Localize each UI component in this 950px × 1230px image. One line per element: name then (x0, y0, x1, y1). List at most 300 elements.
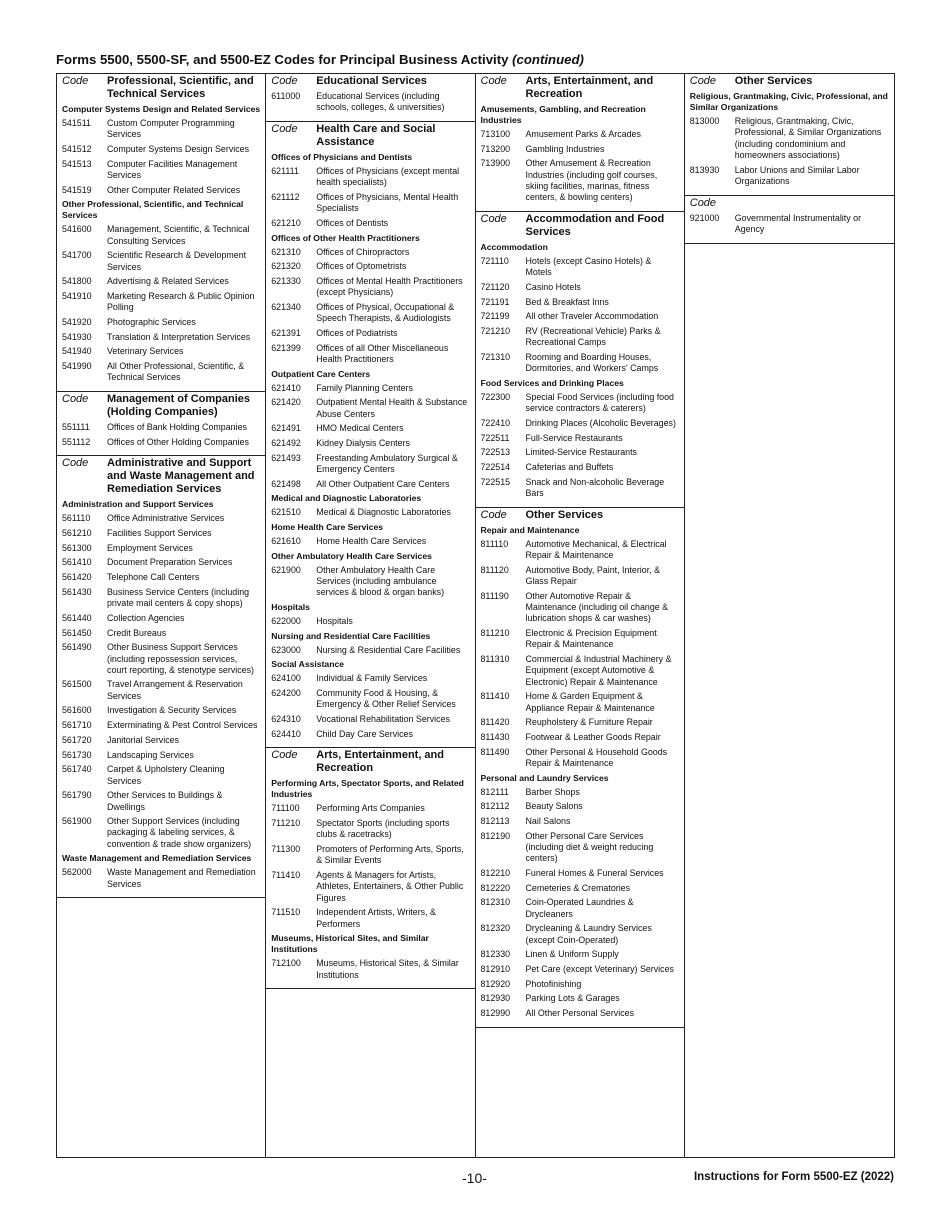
activity-code: 621900 (271, 564, 301, 575)
section-header (481, 75, 680, 101)
code-row (271, 958, 470, 981)
code-row (271, 870, 470, 904)
section-title: Arts, Entertainment, and Recreation (316, 749, 444, 775)
activity-code: 621111 (271, 165, 299, 176)
code-row (271, 507, 470, 518)
activity-description: Full-Service Restaurants (525, 432, 623, 443)
activity-code: 811490 (480, 746, 510, 757)
codes-table (56, 73, 895, 1158)
code-row (271, 192, 470, 215)
activity-description: All Other Outpatient Care Centers (316, 478, 450, 489)
code-row (62, 118, 261, 141)
group-heading: Other Ambulatory Health Care Services (271, 550, 432, 561)
group-heading: Computer Systems Design and Related Services (62, 104, 261, 114)
activity-description: Custom Computer Programming Services (107, 118, 235, 140)
activity-description: Nursing & Residential Care Facilities (316, 644, 461, 655)
table-column (57, 74, 266, 1157)
activity-code: 721210 (480, 326, 511, 336)
code-row (481, 433, 680, 444)
activity-description: Limited-Service Restaurants (525, 447, 637, 458)
code-row (481, 883, 680, 894)
code-row (271, 276, 470, 299)
code-row (271, 688, 470, 711)
code-row (481, 993, 680, 1004)
activity-code: 621492 (271, 438, 301, 449)
activity-code: 541800 (62, 276, 92, 287)
activity-code: 813000 (689, 116, 720, 126)
activity-code: 623000 (271, 644, 301, 655)
code-row (62, 790, 261, 813)
activity-description: Veterinary Services (107, 346, 184, 357)
activity-description: Child Day Care Services (316, 728, 413, 739)
code-row (481, 392, 680, 415)
activity-code: 621310 (271, 246, 301, 257)
code-column-label: Code (62, 457, 89, 470)
activity-code: 621391 (271, 327, 301, 338)
group-heading: Waste Management and Remediation Services (62, 853, 252, 864)
activity-description: Offices of Mental Health Practitioners (except Physicians) (316, 276, 463, 298)
group-heading: Administration and Support Services (62, 499, 214, 510)
code-column-label: Code (689, 196, 717, 209)
code-row (690, 116, 890, 161)
code-row (62, 867, 261, 890)
title-suffix: (continued) (512, 52, 584, 67)
industry-section (266, 74, 474, 122)
code-row (481, 591, 680, 625)
code-row (62, 291, 261, 314)
activity-code: 812920 (480, 978, 511, 989)
activity-code: 562000 (62, 867, 92, 878)
code-row (62, 159, 261, 182)
table-column (266, 74, 475, 1157)
code-row (481, 732, 680, 743)
activity-code: 921000 (689, 212, 720, 223)
activity-code: 722515 (480, 476, 511, 487)
code-row (481, 158, 680, 203)
activity-description: All Other Personal Services (525, 1007, 635, 1018)
activity-code: 541512 (62, 143, 92, 154)
title-main: Forms 5500, 5500-SF, and 5500-EZ Codes for Principal Business Activity (56, 52, 509, 67)
activity-description: Funeral Homes & Funeral Services (525, 867, 664, 878)
code-column-label: Code (62, 393, 89, 406)
section-header (271, 123, 470, 149)
code-row (481, 311, 680, 322)
activity-code: 811120 (480, 564, 509, 575)
activity-code: 621491 (271, 423, 301, 434)
activity-description: Gambling Industries (525, 143, 605, 154)
activity-description: Outpatient Mental Health & Substance Abuse Centers (316, 397, 468, 419)
activity-description: Photofinishing (525, 978, 582, 989)
activity-description: Carpet & Upholstery Cleaning Services (107, 764, 225, 786)
activity-code: 713900 (480, 158, 511, 169)
activity-description: Barber Shops (525, 786, 580, 797)
code-row (481, 477, 680, 500)
section-header (271, 75, 470, 88)
code-row (271, 397, 470, 420)
activity-code: 812320 (480, 923, 511, 934)
activity-code: 712100 (271, 958, 301, 969)
code-row (271, 423, 470, 434)
activity-code: 812220 (480, 882, 511, 893)
activity-description: Offices of Chiropractors (316, 246, 410, 257)
code-row (271, 91, 470, 114)
code-row (481, 1008, 680, 1019)
activity-code: 561450 (62, 627, 92, 638)
code-row (62, 250, 261, 273)
activity-code: 621112 (271, 191, 300, 202)
activity-description: Drinking Places (Alcoholic Beverages) (525, 417, 676, 428)
section-header (690, 197, 890, 210)
code-row (271, 453, 470, 476)
activity-description: Marketing Research & Public Opinion Polling (107, 291, 255, 313)
activity-description: Business Service Centers (including private mail centers & copy shops) (107, 586, 250, 609)
activity-code: 812910 (480, 963, 511, 974)
activity-code: 721199 (480, 311, 510, 322)
code-row (481, 282, 680, 293)
activity-code: 721120 (480, 281, 510, 292)
code-row (62, 572, 261, 583)
activity-description: Automotive Mechanical, & Electrical Repair & Maintenance (525, 538, 667, 560)
activity-description: Religious, Grantmaking, Civic, Professional, & Similar Organizations (including condominium and homeowners associations) (734, 116, 882, 160)
activity-description: Amusement Parks & Arcades (525, 129, 641, 139)
group-heading: Religious, Grantmaking, Civic, Professional, and Similar Organizations (689, 91, 888, 112)
activity-description: Family Planning Centers (316, 382, 413, 393)
section-title: Other Services (734, 75, 813, 87)
activity-description: Independent Artists, Writers, & Performers (316, 907, 436, 929)
code-row (271, 803, 470, 814)
activity-description: Credit Bureaus (107, 627, 167, 638)
section-header (62, 457, 261, 496)
code-row (62, 764, 261, 787)
section-header (62, 393, 261, 419)
group-heading: Offices of Physicians and Dentists (271, 151, 413, 162)
code-row (481, 297, 680, 308)
industry-section (476, 508, 684, 1028)
code-row (690, 165, 890, 188)
group-heading: Home Health Care Services (271, 522, 384, 533)
activity-description: Telephone Call Centers (107, 572, 200, 583)
code-column-label: Code (480, 212, 507, 225)
section-title: Professional, Scientific, and Technical Services (107, 75, 254, 100)
activity-description: Parking Lots & Garages (525, 993, 620, 1004)
code-row (271, 302, 470, 325)
activity-code: 711510 (271, 907, 301, 918)
activity-description: Other Personal Care Services (including diet & weight reducing centers) (525, 830, 654, 864)
code-row (481, 326, 680, 349)
activity-code: 561790 (62, 790, 92, 801)
group-heading: Repair and Maintenance (480, 524, 580, 535)
activity-description: Electronic & Precision Equipment Repair & Maintenance (525, 627, 657, 650)
activity-code: 541519 (62, 184, 92, 195)
activity-description: Individual & Family Services (316, 673, 428, 684)
activity-code: 811110 (480, 538, 509, 549)
code-column-label: Code (271, 75, 298, 87)
activity-code: 811410 (480, 691, 510, 702)
group-heading: Museums, Historical Sites, and Similar Institutions (271, 933, 429, 955)
activity-description: Footwear & Leather Goods Repair (525, 731, 661, 742)
activity-description: Cemeteries & Crematories (525, 882, 631, 893)
activity-description: Offices of all Other Miscellaneous Health Practitioners (316, 342, 449, 364)
activity-description: Hospitals (316, 616, 353, 627)
activity-description: Offices of Podiatrists (316, 327, 398, 338)
activity-code: 812210 (480, 867, 511, 878)
group-heading: Amusements, Gambling, and Recreation Industries (480, 104, 646, 125)
code-row (62, 224, 261, 247)
page-number: -10- (462, 1170, 487, 1186)
activity-description: Vocational Rehabilitation Services (316, 714, 450, 725)
code-row (62, 361, 261, 384)
industry-section (57, 74, 265, 392)
code-row (271, 565, 470, 599)
code-row (62, 185, 261, 196)
code-row (62, 557, 261, 568)
activity-code: 713100 (480, 129, 511, 139)
code-row (62, 422, 261, 433)
activity-code: 713200 (480, 143, 511, 154)
activity-description: Translation & Interpretation Services (107, 331, 251, 342)
activity-description: Travel Arrangement & Reservation Services (107, 679, 243, 701)
code-row (481, 129, 680, 140)
code-row (62, 642, 261, 676)
activity-code: 621320 (271, 261, 301, 272)
code-row (271, 907, 470, 930)
activity-description: RV (Recreational Vehicle) Parks & Recreational Camps (525, 326, 661, 348)
code-row (481, 462, 680, 473)
code-row (62, 276, 261, 287)
activity-description: Advertising & Related Services (107, 276, 229, 287)
activity-code: 561430 (62, 586, 92, 597)
activity-description: All other Traveler Accommodation (525, 311, 659, 322)
code-row (271, 261, 470, 272)
code-row (481, 418, 680, 429)
code-row (62, 346, 261, 357)
activity-code: 621399 (271, 342, 301, 353)
activity-code: 551112 (62, 436, 91, 447)
table-column (476, 74, 685, 1157)
activity-code: 721110 (480, 255, 509, 266)
activity-code: 812111 (480, 786, 509, 797)
group-heading: Accommodation (480, 241, 548, 252)
activity-code: 541700 (62, 250, 92, 261)
activity-description: Offices of Other Holding Companies (107, 436, 249, 447)
table-column (685, 74, 894, 1157)
activity-description: Other Automotive Repair & Maintenance (including oil change & lubrication shops & car washes) (525, 590, 669, 624)
activity-code: 541511 (62, 118, 91, 128)
group-heading: Medical and Diagnostic Laboratories (271, 493, 422, 504)
code-row (62, 679, 261, 702)
code-row (481, 447, 680, 458)
activity-code: 621410 (271, 382, 301, 393)
code-row (481, 717, 680, 728)
industry-section (57, 456, 265, 898)
activity-code: 561600 (62, 705, 92, 716)
code-row (62, 587, 261, 610)
code-column-label: Code (480, 75, 507, 87)
section-header (481, 509, 680, 522)
activity-code: 561740 (62, 764, 92, 775)
activity-code: 711300 (271, 844, 301, 855)
activity-description: Offices of Dentists (316, 217, 389, 228)
activity-code: 812113 (480, 815, 510, 826)
section-title: Management of Companies (Holding Companies) (107, 393, 251, 419)
code-row (271, 844, 470, 867)
activity-description: Computer Systems Design Services (107, 143, 250, 154)
code-row (271, 536, 470, 547)
code-row (62, 628, 261, 639)
activity-description: Scientific Research & Development Services (107, 250, 247, 272)
activity-code: 561500 (62, 679, 92, 690)
section-title: Health Care and Social Assistance (316, 122, 436, 148)
activity-code: 812330 (480, 949, 511, 960)
code-row (481, 816, 680, 827)
code-row (271, 328, 470, 339)
code-row (62, 513, 261, 524)
activity-code: 812190 (480, 830, 511, 841)
activity-description: Computer Facilities Management Services (107, 158, 238, 180)
code-row (481, 831, 680, 865)
code-row (481, 747, 680, 770)
code-row (271, 247, 470, 258)
code-column-label: Code (62, 75, 89, 87)
activity-code: 621610 (271, 536, 301, 547)
activity-description: Drycleaning & Laundry Services (except Coin-Operated) (525, 923, 652, 945)
activity-code: 813930 (689, 164, 720, 175)
code-row (271, 645, 470, 656)
activity-description: Home Health Care Services (316, 536, 427, 547)
activity-code: 621498 (271, 478, 301, 489)
activity-description: Other Personal & Household Goods Repair & Maintenance (525, 746, 668, 768)
footer-doc-title: Instructions for Form 5500-EZ (2022) (693, 1171, 894, 1183)
code-row (62, 144, 261, 155)
activity-description: Community Food & Housing, & Emergency & Other Relief Services (316, 688, 456, 710)
page-title (56, 52, 584, 67)
code-row (271, 714, 470, 725)
activity-code: 561300 (62, 542, 92, 553)
activity-description: Other Business Support Services (including repossession services, court reporting, & stenotype services) (107, 642, 254, 675)
activity-description: Management, Scientific, & Technical Consulting Services (107, 224, 250, 246)
activity-code: 551111 (62, 422, 90, 433)
activity-description: Exterminating & Pest Control Services (107, 720, 258, 731)
activity-code: 561710 (62, 720, 92, 731)
activity-description: Kidney Dialysis Centers (316, 438, 410, 449)
activity-description: Coin-Operated Laundries & Drycleaners (525, 897, 634, 919)
group-heading: Other Professional, Scientific, and Technical Services (62, 199, 244, 221)
activity-description: Beauty Salons (525, 801, 583, 812)
activity-description: Freestanding Ambulatory Surgical & Emergency Centers (316, 452, 458, 474)
activity-code: 811310 (480, 653, 510, 664)
code-row (62, 437, 261, 448)
activity-description: Investigation & Security Services (107, 705, 237, 716)
code-row (271, 438, 470, 449)
activity-description: Agents & Managers for Artists, Athletes, Entertainers, & Other Public Figures (316, 870, 464, 903)
activity-code: 561440 (62, 612, 92, 623)
activity-code: 622000 (271, 616, 301, 627)
section-header (690, 75, 890, 88)
section-header (271, 749, 470, 775)
activity-code: 811430 (480, 731, 510, 742)
section-header (481, 213, 680, 239)
activity-code: 721310 (480, 351, 511, 362)
activity-code: 722410 (480, 417, 511, 428)
activity-description: Other Support Services (including packaging & labeling services, & convention & trade show organizers) (107, 816, 252, 849)
code-row (62, 317, 261, 328)
code-column-label: Code (271, 122, 298, 135)
activity-code: 624100 (271, 673, 301, 684)
code-row (62, 816, 261, 850)
group-heading: Performing Arts, Spectator Sports, and Related Industries (271, 778, 464, 800)
code-row (62, 720, 261, 731)
code-column-label: Code (689, 75, 717, 87)
code-row (481, 144, 680, 155)
code-row (62, 528, 261, 539)
code-row (481, 964, 680, 975)
activity-code: 811190 (480, 590, 509, 601)
industry-section (685, 74, 894, 196)
activity-description: Commercial & Industrial Machinery & Equipment (except Automotive & Electronic) Repair & Maintenance (525, 653, 672, 687)
activity-code: 721191 (480, 296, 510, 307)
activity-code: 621510 (271, 507, 301, 518)
activity-code: 621420 (271, 397, 301, 408)
code-row (481, 801, 680, 812)
activity-description: Offices of Physicians (except mental health specialists) (316, 165, 460, 188)
activity-code: 812310 (480, 897, 511, 908)
code-row (271, 818, 470, 841)
activity-code: 541930 (62, 331, 92, 342)
industry-section (476, 212, 684, 508)
code-row (481, 565, 680, 588)
activity-code: 541940 (62, 346, 92, 357)
code-row (271, 729, 470, 740)
code-row (62, 735, 261, 746)
activity-description: Performing Arts Companies (316, 803, 425, 814)
activity-code: 711100 (271, 803, 300, 814)
code-row (271, 166, 470, 189)
section-title: Accommodation and Food Services (525, 212, 665, 238)
code-row (271, 383, 470, 394)
activity-code: 561110 (62, 513, 91, 524)
group-heading: Nursing and Residential Care Facilities (271, 630, 431, 641)
group-heading: Hospitals (271, 602, 310, 613)
activity-code: 722511 (480, 432, 510, 443)
group-heading: Social Assistance (271, 659, 345, 670)
activity-description: HMO Medical Centers (316, 423, 404, 434)
activity-code: 812990 (480, 1007, 511, 1018)
activity-description: Collection Agencies (107, 612, 185, 623)
code-row (481, 654, 680, 688)
activity-description: Photographic Services (107, 316, 196, 327)
activity-description: Pet Care (except Veterinary) Services (525, 963, 674, 974)
activity-code: 621210 (271, 217, 301, 228)
activity-description: Rooming and Boarding Houses, Dormitories, and Workers' Camps (525, 351, 659, 374)
group-heading: Outpatient Care Centers (271, 368, 371, 379)
code-row (271, 479, 470, 490)
section-title: Other Services (525, 508, 604, 521)
code-row (481, 256, 680, 279)
activity-code: 621330 (271, 276, 301, 287)
activity-description: Hotels (except Casino Hotels) & Motels (525, 255, 652, 278)
code-column-label: Code (271, 749, 298, 762)
group-heading: Personal and Laundry Services (480, 772, 609, 783)
activity-code: 561730 (62, 749, 92, 760)
activity-description: Cafeterias and Buffets (525, 462, 614, 473)
activity-description: Offices of Physicians, Mental Health Specialists (316, 191, 459, 214)
activity-code: 541910 (62, 291, 92, 301)
activity-code: 621493 (271, 452, 301, 463)
code-row (481, 787, 680, 798)
code-row (481, 897, 680, 920)
activity-code: 624310 (271, 714, 301, 725)
activity-description: Labor Unions and Similar Labor Organizations (734, 164, 860, 186)
